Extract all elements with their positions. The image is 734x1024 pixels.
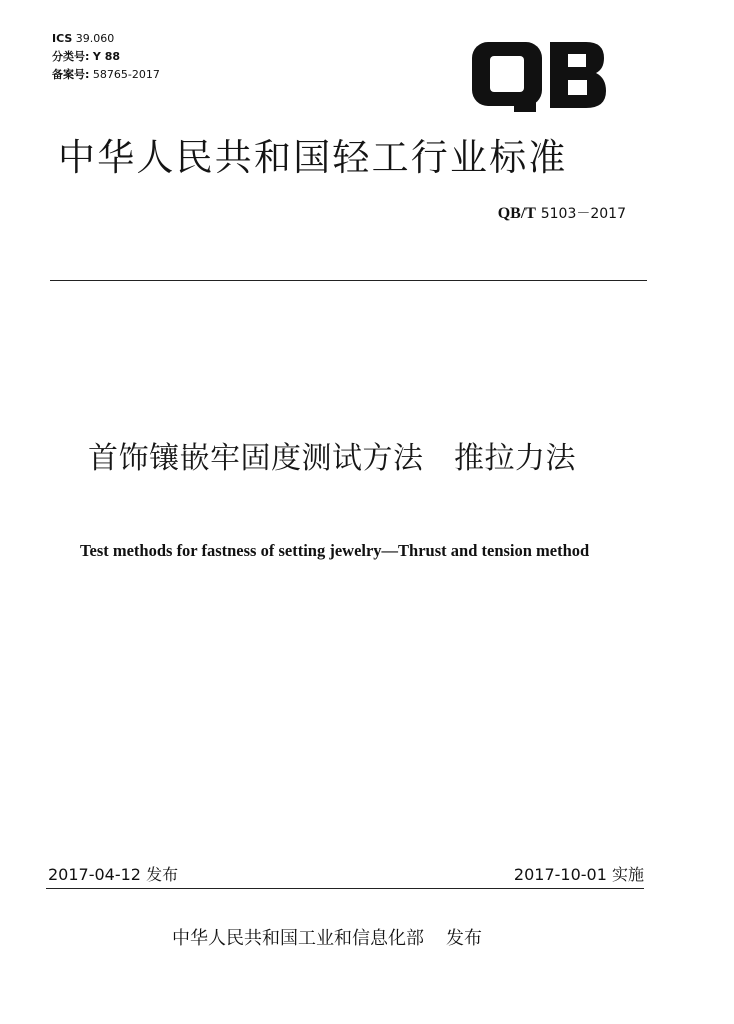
publisher-line	[172, 924, 482, 950]
qb-logo	[470, 36, 606, 116]
category-row	[52, 48, 160, 66]
category-separator: :	[85, 50, 90, 63]
title-english: Test methods for fastness of setting jewelry—Thrust and tension method	[80, 541, 590, 560]
classification-meta	[52, 30, 160, 84]
org-title: 中华人民共和国轻工行业标准	[58, 136, 568, 179]
standard-code-number: 5103－2017	[540, 206, 626, 222]
title-chinese: 首饰镶嵌牢固度测试方法 推拉力法	[88, 441, 576, 476]
implementation-date: 2017-10-01 实施	[513, 865, 644, 884]
issue-date: 2017-04-12 发布	[48, 865, 179, 884]
standard-code	[498, 203, 626, 223]
bottom-divider	[46, 888, 644, 889]
publisher-action: 发布	[446, 928, 482, 949]
ics-label: ICS	[52, 32, 73, 45]
category-value: Y 88	[92, 50, 121, 63]
record-value: 58765-2017	[92, 68, 160, 81]
ics-row	[52, 30, 160, 48]
record-row	[52, 66, 160, 84]
category-label: 分类号	[52, 50, 85, 63]
ics-value: 39.060	[75, 32, 115, 45]
top-divider	[50, 280, 647, 281]
publisher-name: 中华人民共和国工业和信息化部	[172, 928, 424, 949]
record-label: 备案号	[52, 68, 85, 81]
standard-code-prefix: QB/T	[497, 205, 536, 222]
record-separator: :	[85, 68, 90, 81]
